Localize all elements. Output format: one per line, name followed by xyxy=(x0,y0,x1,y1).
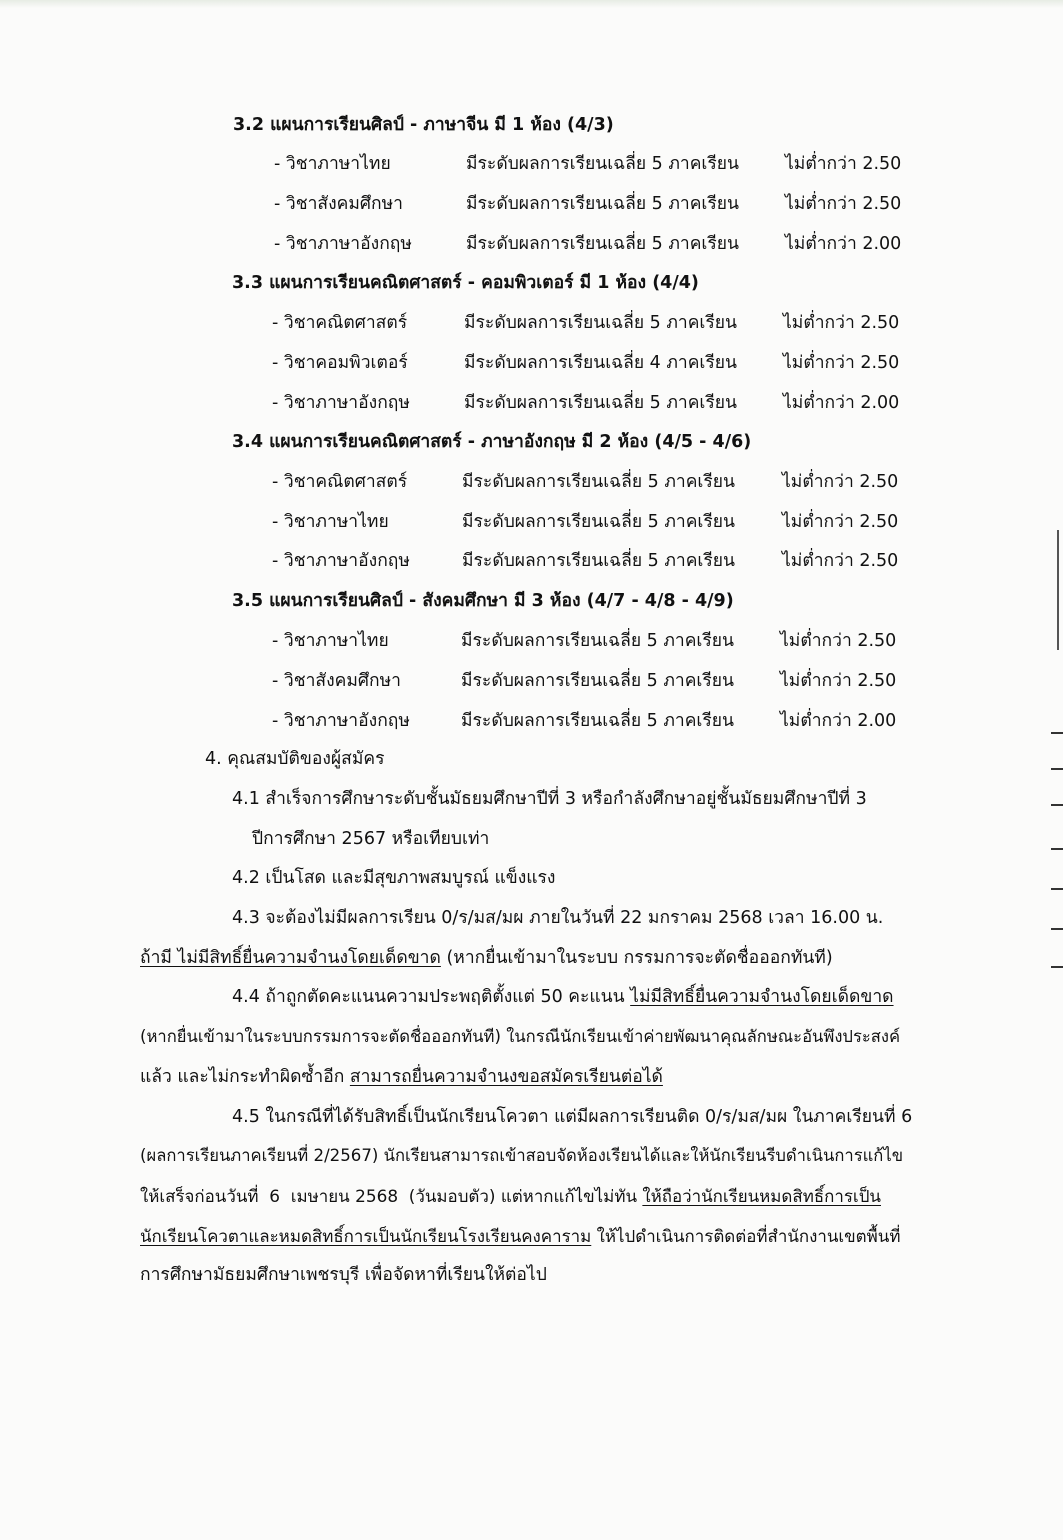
qualification-4-5-line-3 xyxy=(140,1183,881,1209)
table-row xyxy=(0,509,1063,535)
table-row xyxy=(0,708,1063,734)
subject-label: - วิชาสังคมศึกษา xyxy=(272,671,401,691)
section-3-2-title: 3.2 แผนการเรียนศิลป์ - ภาษาจีน มี 1 ห้อง (4/3) xyxy=(233,115,614,135)
section-3-3-title: 3.3 แผนการเรียนคณิตศาสตร์ - คอมพิวเตอร์ มี 1 ห้อง (4/4) xyxy=(232,273,699,293)
subject-label: - วิชาคณิตศาสตร์ xyxy=(272,472,408,492)
requirement-text: มีระดับผลการเรียนเฉลี่ย 5 ภาคเรียน xyxy=(462,512,736,532)
minimum-grade: ไม่ต่ำกว่า 2.50 xyxy=(780,671,897,691)
qualification-4-3-line-2 xyxy=(140,945,833,971)
qualification-4-5-line-2: (ผลการเรียนภาคเรียนที่ 2/2567) นักเรียนสามารถเข้าสอบจัดห้องเรียนได้และให้นักเรียนรีบดำเนินการแก้ไข xyxy=(140,1146,904,1165)
minimum-grade: ไม่ต่ำกว่า 2.50 xyxy=(780,631,897,651)
requirement-text: มีระดับผลการเรียนเฉลี่ย 5 ภาคเรียน xyxy=(464,313,738,333)
subject-label: - วิชาภาษาไทย xyxy=(272,512,389,532)
subject-label: - วิชาภาษาไทย xyxy=(272,631,389,651)
scan-edge-line xyxy=(1057,530,1059,650)
qualification-4-3-line-1: 4.3 จะต้องไม่มีผลการเรียน 0/ร/มส/มผ ภายในวันที่ 22 มกราคม 2568 เวลา 16.00 น. xyxy=(232,908,884,928)
scan-edge-mark xyxy=(1051,732,1063,734)
minimum-grade: ไม่ต่ำกว่า 2.50 xyxy=(783,353,900,373)
minimum-grade: ไม่ต่ำกว่า 2.50 xyxy=(785,154,902,174)
subject-label: - วิชาภาษาอังกฤษ xyxy=(272,393,410,413)
qualification-4-5-line-5: การศึกษามัธยมศึกษาเพชรบุรี เพื่อจัดหาที่เรียนให้ต่อไป xyxy=(140,1265,547,1285)
qualification-4-5-line-4 xyxy=(140,1223,900,1249)
subject-label: - วิชาภาษาอังกฤษ xyxy=(274,234,412,254)
table-row xyxy=(0,310,1063,336)
table-row xyxy=(0,390,1063,416)
minimum-grade: ไม่ต่ำกว่า 2.50 xyxy=(782,551,899,571)
plain-text: ให้เสร็จก่อนวันที่ 6 เมษายน 2568 (วันมอบตัว) แต่หากแก้ไขไม่ทัน xyxy=(140,1186,643,1206)
table-row xyxy=(0,350,1063,376)
scan-edge-mark xyxy=(1051,888,1063,890)
subject-label: - วิชาภาษาอังกฤษ xyxy=(272,551,410,571)
minimum-grade: ไม่ต่ำกว่า 2.50 xyxy=(785,194,902,214)
qualification-4-2: 4.2 เป็นโสด และมีสุขภาพสมบูรณ์ แข็งแรง xyxy=(232,868,556,888)
warning-underlined-text: นักเรียนโควตาและหมดสิทธิ์การเป็นนักเรียนโรงเรียนคงคาราม xyxy=(140,1226,592,1246)
table-row xyxy=(0,628,1063,654)
requirement-text: มีระดับผลการเรียนเฉลี่ย 5 ภาคเรียน xyxy=(464,393,738,413)
minimum-grade: ไม่ต่ำกว่า 2.00 xyxy=(785,234,902,254)
qualification-4-4-line-2: (หากยื่นเข้ามาในระบบกรรมการจะตัดชื่อออกทันที) ในกรณีนักเรียนเข้าค่ายพัฒนาคุณลักษณะอันพึงประสงค์ xyxy=(140,1027,901,1046)
table-row xyxy=(0,191,1063,217)
minimum-grade: ไม่ต่ำกว่า 2.00 xyxy=(783,393,900,413)
requirement-text: มีระดับผลการเรียนเฉลี่ย 5 ภาคเรียน xyxy=(461,711,735,731)
section-3-5-title: 3.5 แผนการเรียนศิลป์ - สังคมศึกษา มี 3 ห้อง (4/7 - 4/8 - 4/9) xyxy=(232,591,734,611)
scan-edge-mark xyxy=(1051,804,1063,806)
table-row xyxy=(0,151,1063,177)
minimum-grade: ไม่ต่ำกว่า 2.50 xyxy=(783,313,900,333)
warning-underlined-text: ถ้ามี ไม่มีสิทธิ์ยื่นความจำนงโดยเด็ดขาด xyxy=(140,948,441,968)
table-row xyxy=(0,231,1063,257)
qualification-4-4-line-3 xyxy=(140,1064,663,1090)
plain-text: 4.4 ถ้าถูกตัดคะแนนความประพฤติตั้งแต่ 50 คะแนน xyxy=(232,987,631,1007)
requirement-text: มีระดับผลการเรียนเฉลี่ย 5 ภาคเรียน xyxy=(466,154,740,174)
subject-label: - วิชาคอมพิวเตอร์ xyxy=(272,353,408,373)
warning-underlined-text: ไม่มีสิทธิ์ยื่นความจำนงโดยเด็ดขาด xyxy=(630,987,894,1007)
section-3-4-title: 3.4 แผนการเรียนคณิตศาสตร์ - ภาษาอังกฤษ มี 2 ห้อง (4/5 - 4/6) xyxy=(232,432,752,452)
qualification-4-5-line-1: 4.5 ในกรณีที่ได้รับสิทธิ์เป็นนักเรียนโควตา แต่มีผลการเรียนติด 0/ร/มส/มผ ในภาคเรียนที่ 6 xyxy=(232,1107,913,1127)
scan-edge-mark xyxy=(1051,928,1063,930)
table-row xyxy=(0,469,1063,495)
requirement-text: มีระดับผลการเรียนเฉลี่ย 5 ภาคเรียน xyxy=(462,551,736,571)
table-row xyxy=(0,548,1063,574)
requirement-text: มีระดับผลการเรียนเฉลี่ย 5 ภาคเรียน xyxy=(461,631,735,651)
scan-edge-mark xyxy=(1051,768,1063,770)
qualification-4-4-line-1 xyxy=(232,984,894,1010)
note-text: (หากยื่นเข้ามาในระบบ กรรมการจะตัดชื่อออกทันที) xyxy=(440,948,833,968)
allowance-underlined-text: สามารถยื่นความจำนงขอสมัครเรียนต่อได้ xyxy=(349,1067,663,1087)
subject-label: - วิชาคณิตศาสตร์ xyxy=(272,313,408,333)
scan-top-edge xyxy=(0,0,1063,8)
requirement-text: มีระดับผลการเรียนเฉลี่ย 5 ภาคเรียน xyxy=(461,671,735,691)
requirement-text: มีระดับผลการเรียนเฉลี่ย 5 ภาคเรียน xyxy=(466,234,740,254)
requirement-text: มีระดับผลการเรียนเฉลี่ย 5 ภาคเรียน xyxy=(462,472,736,492)
minimum-grade: ไม่ต่ำกว่า 2.50 xyxy=(782,512,899,532)
plain-text: ให้ไปดำเนินการติดต่อที่สำนักงานเขตพื้นที่ xyxy=(591,1226,901,1246)
table-row xyxy=(0,668,1063,694)
plain-text: แล้ว และไม่กระทำผิดซ้ำอีก xyxy=(140,1067,350,1087)
qualification-4-1-line-1: 4.1 สำเร็จการศึกษาระดับชั้นมัธยมศึกษาปีที่ 3 หรือกำลังศึกษาอยู่ชั้นมัธยมศึกษาปีที่ 3 xyxy=(232,789,867,809)
subject-label: - วิชาภาษาอังกฤษ xyxy=(272,711,410,731)
qualifications-title: 4. คุณสมบัติของผู้สมัคร xyxy=(205,749,385,769)
scan-edge-mark xyxy=(1051,966,1063,968)
warning-underlined-text: ให้ถือว่านักเรียนหมดสิทธิ์การเป็น xyxy=(642,1186,881,1206)
minimum-grade: ไม่ต่ำกว่า 2.50 xyxy=(782,472,899,492)
requirement-text: มีระดับผลการเรียนเฉลี่ย 4 ภาคเรียน xyxy=(464,353,738,373)
subject-label: - วิชาสังคมศึกษา xyxy=(274,194,403,214)
requirement-text: มีระดับผลการเรียนเฉลี่ย 5 ภาคเรียน xyxy=(466,194,740,214)
qualification-4-1-line-2: ปีการศึกษา 2567 หรือเทียบเท่า xyxy=(252,829,490,849)
minimum-grade: ไม่ต่ำกว่า 2.00 xyxy=(780,711,897,731)
scan-edge-mark xyxy=(1051,848,1063,850)
subject-label: - วิชาภาษาไทย xyxy=(274,154,391,174)
